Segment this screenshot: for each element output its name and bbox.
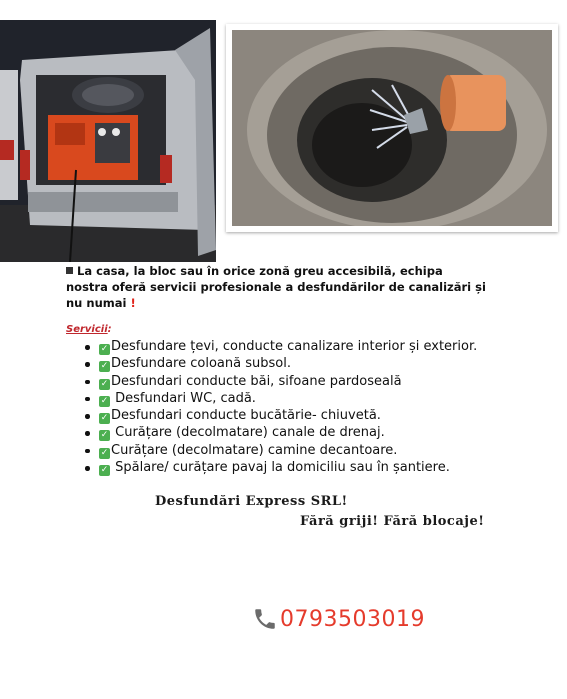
company-name: Desfundări Express SRL! (155, 494, 348, 509)
services-title (66, 324, 112, 335)
van-equipment-illustration (0, 20, 216, 262)
list-item (82, 373, 502, 390)
intro-text: La casa, la bloc sau în orice zonă greu accesibilă, echipa nostra oferă servicii profesionale a desfundărilor de canalizări și nu numai (66, 264, 486, 310)
services-title-colon: : (107, 324, 112, 335)
list-item (82, 355, 502, 372)
list-item (82, 338, 502, 355)
check-mark-icon: ✓ (100, 465, 109, 476)
service-label: Curățare (decolmatare) canale de drenaj. (111, 425, 385, 441)
services-title-label: Servicii (66, 324, 108, 335)
check-mark-icon: ✓ (100, 378, 109, 389)
services-list (82, 338, 502, 476)
check-mark-icon: ✓ (100, 395, 109, 406)
service-label: Desfundari WC, cadă. (111, 390, 256, 406)
square-bullet-icon (66, 267, 73, 274)
van-equipment-photo (0, 20, 216, 262)
list-item (82, 442, 502, 459)
intro-paragraph (66, 263, 486, 311)
list-item (82, 459, 502, 476)
check-mark-icon: ✓ (100, 344, 109, 354)
service-label: Curățare (decolmatare) camine decantoare. (111, 442, 398, 458)
service-label: Desfundare coloană subsol. (111, 356, 291, 372)
pipe-cleaning-photo (232, 30, 552, 226)
company-slogan: Fără griji! Fără blocaje! (300, 514, 485, 529)
service-label: Desfundari conducte bucătărie- chiuvetă. (111, 408, 381, 424)
list-item (82, 407, 502, 424)
check-mark-icon: ✓ (100, 447, 109, 458)
service-label: Spălare/ curățare pavaj la domiciliu sau în șantiere. (111, 460, 450, 476)
phone-icon (252, 606, 278, 632)
pipe-cleaning-photo-frame (226, 24, 558, 232)
phone-number[interactable]: 0793503019 (280, 606, 425, 632)
phone-contact[interactable] (252, 606, 425, 632)
list-item (82, 390, 502, 407)
check-mark-icon: ✓ (100, 430, 109, 441)
pipe-cleaning-illustration (232, 30, 552, 226)
service-label: Desfundare țevi, conducte canalizare interior și exterior. (111, 339, 478, 354)
check-mark-icon: ✓ (100, 413, 109, 424)
service-label: Desfundari conducte băi, sifoane pardoseală (111, 373, 402, 389)
exclamation-icon: ! (130, 296, 136, 310)
check-mark-icon: ✓ (100, 361, 109, 372)
list-item (82, 424, 502, 441)
